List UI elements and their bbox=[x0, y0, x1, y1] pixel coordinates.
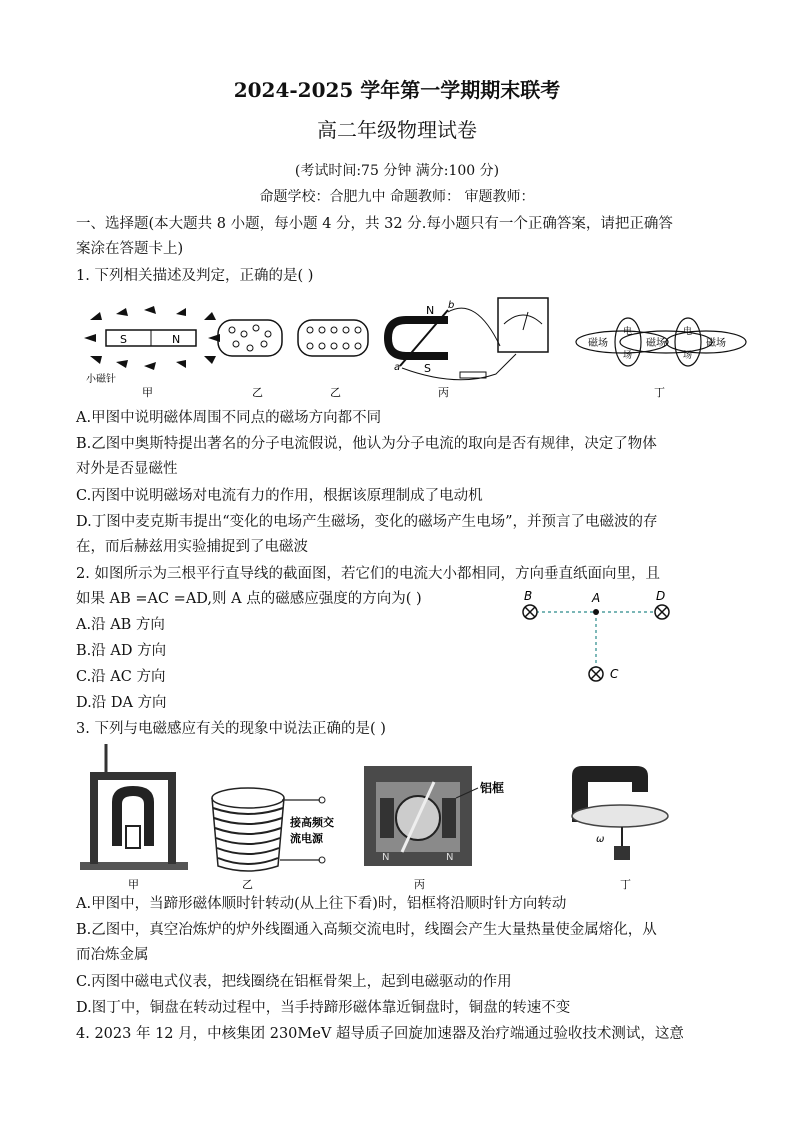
q1-figure bbox=[76, 290, 756, 400]
q1-option-b-line1: B.乙图中奥斯特提出著名的分子电流假说，他认为分子电流的取向是否有规律，决定了物体 bbox=[76, 436, 657, 452]
q2-stem-line1: 2. 如图所示为三根平行直导线的截面图，若它们的电流大小都相同，方向垂直纸面向里，且 bbox=[76, 566, 660, 582]
source-label-2: 流电源 bbox=[290, 832, 323, 845]
q1-option-a: A.甲图中说明磁体周围不同点的磁场方向都不同 bbox=[76, 410, 382, 426]
ding-e2-bottom: 场 bbox=[683, 351, 693, 361]
q1-label-ding: 丁 bbox=[654, 386, 665, 399]
magnet-s-label: S bbox=[120, 333, 127, 346]
q3-figure bbox=[76, 742, 756, 890]
q2-figure bbox=[516, 584, 676, 690]
exam-subtitle: 高二年级物理试卷 bbox=[317, 118, 477, 142]
bing-b-label: b bbox=[448, 300, 455, 311]
q2-option-d: D.沿 DA 方向 bbox=[76, 695, 167, 711]
q2-figure-svg bbox=[516, 584, 676, 690]
q2-option-c: C.沿 AC 方向 bbox=[76, 669, 166, 685]
compass-needles bbox=[84, 306, 220, 370]
q3-option-c: C.丙图中磁电式仪表，把线圈绕在铝框骨架上，起到电磁驱动的作用 bbox=[76, 974, 512, 990]
q3-label-yi: 乙 bbox=[242, 878, 253, 890]
ding-field-3: 磁场 bbox=[706, 338, 726, 349]
needle-label: 小磁针 bbox=[86, 374, 116, 385]
q3-option-b-line1: B.乙图中，真空冶炼炉的炉外线圈通入高频交流电时，线圈会产生大量热量使金属熔化，从 bbox=[76, 922, 657, 938]
q1-label-bing: 丙 bbox=[438, 386, 449, 399]
label-b: B bbox=[524, 589, 533, 603]
q1-label-yi-left: 乙 bbox=[252, 386, 263, 399]
frame-label: 铝框 bbox=[480, 781, 505, 795]
ding-e2-top: 电 bbox=[683, 327, 693, 337]
bing-n1-label: N bbox=[382, 852, 390, 863]
point-a bbox=[593, 609, 599, 615]
label-d: D bbox=[656, 589, 666, 603]
q3-yi-diagram bbox=[212, 788, 334, 890]
section-heading-line1: 一、选择题(本大题共 8 小题，每小题 4 分，共 32 分.每小题只有一个正确答案，请把正确答 bbox=[76, 216, 673, 232]
label-c: C bbox=[610, 667, 619, 681]
q3-option-d: D.图丁中，铜盘在转动过程中，当手持蹄形磁体靠近铜盘时，铜盘的转速不变 bbox=[76, 1000, 571, 1016]
q1-figure-svg bbox=[76, 290, 756, 400]
omega-label: ω bbox=[596, 834, 605, 845]
q2-stem-line2: 如果 AB =AC =AD,则 A 点的磁感应强度的方向为( ) bbox=[76, 591, 422, 607]
q1-option-d-line1: D.丁图中麦克斯韦提出“变化的电场产生磁场，变化的磁场产生电场”，并预言了电磁波的存 bbox=[76, 514, 658, 530]
q1-option-b-line2: 对外是否显磁性 bbox=[76, 461, 178, 477]
wire-d bbox=[655, 605, 669, 619]
q3-label-bing: 丙 bbox=[414, 878, 425, 890]
q3-jia-diagram bbox=[80, 744, 188, 890]
label-a: A bbox=[592, 591, 601, 605]
wire-c bbox=[589, 667, 603, 681]
q1-option-c: C.丙图中说明磁场对电流有力的作用，根据该原理制成了电动机 bbox=[76, 488, 483, 504]
q3-figure-svg bbox=[76, 742, 756, 890]
section-heading-line2: 案涂在答题卡上) bbox=[76, 241, 184, 257]
q3-stem: 3. 下列与电磁感应有关的现象中说法正确的是( ) bbox=[76, 721, 386, 737]
q3-label-ding: 丁 bbox=[620, 878, 631, 890]
q3-option-a: A.甲图中，当蹄形磁体顺时针转动(从上往下看)时，铝框将沿顺时针方向转动 bbox=[76, 896, 567, 912]
q3-option-b-line2: 而冶炼金属 bbox=[76, 947, 149, 963]
bing-s-label: S bbox=[424, 362, 431, 375]
q1-label-yi-right: 乙 bbox=[330, 386, 341, 399]
ding-e1-bottom: 场 bbox=[623, 351, 633, 361]
q3-label-jia: 甲 bbox=[128, 878, 139, 890]
exam-authors: 命题学校：合肥九中 命题教师： 审题教师： bbox=[259, 189, 535, 205]
q2-option-a: A.沿 AB 方向 bbox=[76, 617, 165, 633]
ding-field-2: 磁场 bbox=[646, 338, 666, 349]
bing-n2-label: N bbox=[446, 852, 454, 863]
q1-option-d-line2: 在，而后赫兹用实验捕捉到了电磁波 bbox=[76, 539, 308, 555]
ding-field-1: 磁场 bbox=[588, 338, 608, 349]
ding-e1-top: 电 bbox=[623, 327, 633, 337]
q3-ding-diagram bbox=[572, 766, 668, 890]
q1-bing-diagram bbox=[388, 298, 548, 399]
q2-option-b: B.沿 AD 方向 bbox=[76, 643, 167, 659]
exam-title: 2024-2025 学年第一学期期末联考 bbox=[233, 78, 561, 102]
bing-n-label: N bbox=[426, 304, 435, 317]
bing-a-label: a bbox=[394, 362, 401, 373]
exam-info: (考试时间:75 分钟 满分:100 分) bbox=[294, 163, 500, 179]
q1-label-jia: 甲 bbox=[142, 386, 153, 399]
galvanometer bbox=[498, 298, 548, 352]
q1-stem: 1. 下列相关描述及判定，正确的是( ) bbox=[76, 268, 314, 284]
q1-jia-diagram bbox=[84, 306, 220, 399]
q1-yi-diagram bbox=[218, 320, 368, 399]
q3-bing-diagram bbox=[364, 766, 504, 890]
magnet-n-label: N bbox=[172, 333, 181, 346]
source-label-1: 接高频交 bbox=[290, 816, 334, 829]
q1-ding-diagram bbox=[576, 318, 746, 399]
wire-b bbox=[523, 605, 537, 619]
q4-stem: 4. 2023 年 12 月，中核集团 230MeV 超导质子回旋加速器及治疗端通过验收技术测试，这意 bbox=[76, 1026, 684, 1042]
